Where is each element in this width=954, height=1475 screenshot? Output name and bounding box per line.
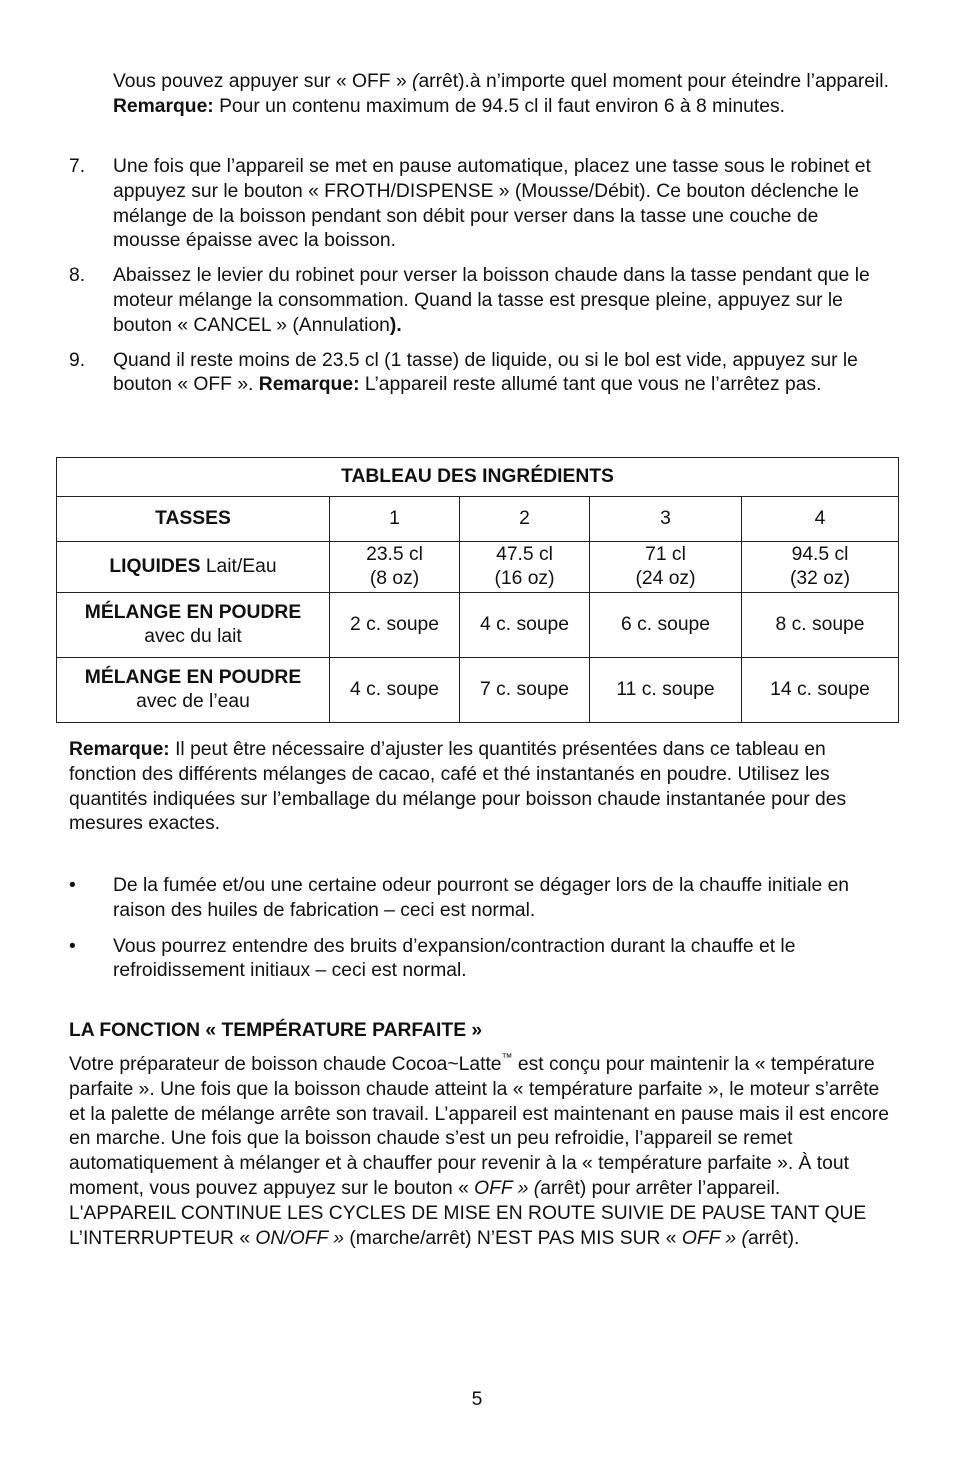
step-number: 9. bbox=[69, 349, 86, 371]
table-row-melange-lait bbox=[57, 593, 899, 658]
para-italic-2: ON/OFF » bbox=[255, 1227, 344, 1249]
table-cell: 1 bbox=[330, 497, 460, 542]
step-remark-label: Remarque: bbox=[258, 374, 360, 396]
table-row-liquides bbox=[57, 542, 899, 593]
table-remark bbox=[69, 738, 889, 837]
bullet-mark: • bbox=[69, 875, 76, 896]
row-label bbox=[57, 497, 330, 542]
intro-text-1: Vous pouvez appuyer sur « OFF » bbox=[113, 71, 413, 92]
page-number: 5 bbox=[471, 1389, 483, 1410]
para-italic-3: OFF » ( bbox=[681, 1227, 748, 1249]
section-paragraph bbox=[69, 1053, 889, 1251]
step-text: Une fois que l’appareil se met en pause automatique, placez une tasse sous le robinet et appuyez sur le bouton « FROTH/DISPENSE » (Mousse/Débit). Ce bouton déclenche le mélange de la boisson pendant son débit pour verser dans la tasse une couche de mousse épaisse avec la boisson. bbox=[113, 156, 871, 252]
step-number: 8. bbox=[69, 265, 86, 287]
row-label-bold: MÉLANGE EN POUDRE bbox=[84, 667, 302, 688]
cell-line-2: (8 oz) bbox=[369, 568, 420, 589]
table-title: TABLEAU DES INGRÉDIENTS bbox=[57, 458, 899, 497]
cell-line-2: (16 oz) bbox=[494, 568, 555, 589]
remark-label: Remarque: bbox=[69, 739, 170, 760]
table-cell: 11 c. soupe bbox=[590, 658, 742, 723]
table-cell: 3 bbox=[590, 497, 742, 542]
row-label-rest: avec du lait bbox=[144, 626, 242, 647]
row-label-bold: TASSES bbox=[155, 508, 231, 529]
row-label bbox=[57, 542, 330, 593]
table-cell bbox=[742, 542, 899, 593]
para-text-5: arrêt). bbox=[747, 1227, 800, 1249]
cell-line-1: 47.5 cl bbox=[496, 544, 553, 565]
cell-line-2: (32 oz) bbox=[790, 568, 851, 589]
table-cell: 4 c. soupe bbox=[330, 658, 460, 723]
para-text-2: est conçu pour maintenir la « température parfaite ». Une fois que la boisson chaude atteint la « température parfaite », le moteur s’arrête et la palette de mélange arrête son travail. L’appareil est maintenant en pause mais il est encore en marche. Une fois que la boisson chaude s’est un peu refroidie, l’appareil se remet automatiquement à mélanger et à chauffer pour revenir à la « température parfaite ». À tout moment, vous pouvez appuyez sur le bouton « bbox=[69, 1054, 889, 1199]
cell-line-1: 71 cl bbox=[645, 544, 686, 565]
cell-line-1: 23.5 cl bbox=[366, 544, 423, 565]
bullet-mark: • bbox=[69, 935, 76, 957]
table-cell: 6 c. soupe bbox=[590, 593, 742, 658]
para-text-4: (marche/arrêt) N’EST PAS MIS SUR « bbox=[344, 1227, 682, 1249]
step-text-tail: ). bbox=[389, 314, 402, 336]
table-cell: 14 c. soupe bbox=[742, 658, 899, 723]
instruction-steps bbox=[69, 155, 889, 408]
table-header-row bbox=[57, 497, 899, 542]
step-9 bbox=[69, 349, 889, 399]
bullet-list bbox=[69, 874, 889, 995]
intro-text-4: Pour un contenu maximum de 94.5 cl il faut environ 6 à 8 minutes. bbox=[213, 95, 785, 117]
step-text-tail: L’appareil reste allumé tant que vous ne l’arrêtez pas. bbox=[359, 374, 822, 396]
table-cell bbox=[460, 542, 590, 593]
remark-text: Il peut être nécessaire d’ajuster les quantités présentées dans ce tableau en fonction des différents mélanges de cacao, café et thé instantanés en poudre. Utilisez les quantités indiquées sur l’emballage du mélange pour boisson chaude instantanée pour des mesures exactes. bbox=[69, 739, 847, 835]
step-7 bbox=[69, 155, 889, 254]
intro-text-2: ( bbox=[412, 71, 419, 92]
step-text-wrap bbox=[113, 349, 889, 399]
cell-line-2: (24 oz) bbox=[635, 568, 696, 589]
step-text: Abaissez le levier du robinet pour verser la boisson chaude dans la tasse pendant que le moteur mélange la consommation. Quand la tasse est presque pleine, appuyez sur le bouton « CANCEL » (Annulation bbox=[113, 265, 870, 336]
table-cell: 4 bbox=[742, 497, 899, 542]
para-italic-1: OFF » ( bbox=[474, 1177, 541, 1199]
table-title-row bbox=[57, 458, 899, 497]
intro-remark-label: Remarque: bbox=[113, 95, 214, 117]
row-label-bold: LIQUIDES bbox=[109, 556, 201, 577]
para-text-1: Votre préparateur de boisson chaude Cocoa~Latte bbox=[69, 1054, 502, 1075]
table-cell: 4 c. soupe bbox=[460, 593, 590, 658]
para-text-3: arrêt) pour arrêter l’appareil. L'APPAREIL CONTINUE LES CYCLES DE MISE EN ROUTE SUIVIE DE PAUSE TANT QUE L’INTERRUPTEUR « bbox=[69, 1177, 867, 1249]
bullet-text: De la fumée et/ou une certaine odeur pourront se dégager lors de la chauffe initiale en raison des huiles de fabrication – ceci est normal. bbox=[113, 875, 850, 921]
table-cell: 8 c. soupe bbox=[742, 593, 899, 658]
row-label bbox=[57, 658, 330, 723]
table-cell: 2 bbox=[460, 497, 590, 542]
step-text-wrap bbox=[113, 264, 889, 338]
bullet-item bbox=[69, 874, 889, 924]
section-heading: LA FONCTION « TEMPÉRATURE PARFAITE » bbox=[69, 1020, 483, 1041]
ingredients-table bbox=[56, 457, 899, 723]
step-8 bbox=[69, 264, 889, 338]
row-label bbox=[57, 593, 330, 658]
table-row-melange-eau bbox=[57, 658, 899, 723]
row-label-rest: avec de l’eau bbox=[136, 691, 250, 712]
trademark-mark: ™ bbox=[501, 1052, 513, 1064]
table-cell bbox=[590, 542, 742, 593]
step-text: Quand il reste moins de 23.5 cl (1 tasse) de liquide, ou si le bol est vide, appuyez sur le bouton « OFF ». bbox=[113, 349, 858, 396]
row-label-rest: Lait/Eau bbox=[200, 556, 277, 577]
table-cell: 2 c. soupe bbox=[330, 593, 460, 658]
table-cell: 7 c. soupe bbox=[460, 658, 590, 723]
intro-text-3: arrêt).à n’importe quel moment pour éteindre l’appareil. bbox=[418, 71, 889, 92]
table-cell bbox=[330, 542, 460, 593]
bullet-item bbox=[69, 935, 889, 985]
intro-paragraph bbox=[113, 70, 893, 120]
row-label-bold: MÉLANGE EN POUDRE bbox=[84, 602, 302, 623]
step-number: 7. bbox=[69, 156, 86, 177]
bullet-text: Vous pourrez entendre des bruits d’expansion/contraction durant la chauffe et le refroidissement initiaux – ceci est normal. bbox=[113, 935, 796, 982]
cell-line-1: 94.5 cl bbox=[791, 544, 849, 565]
